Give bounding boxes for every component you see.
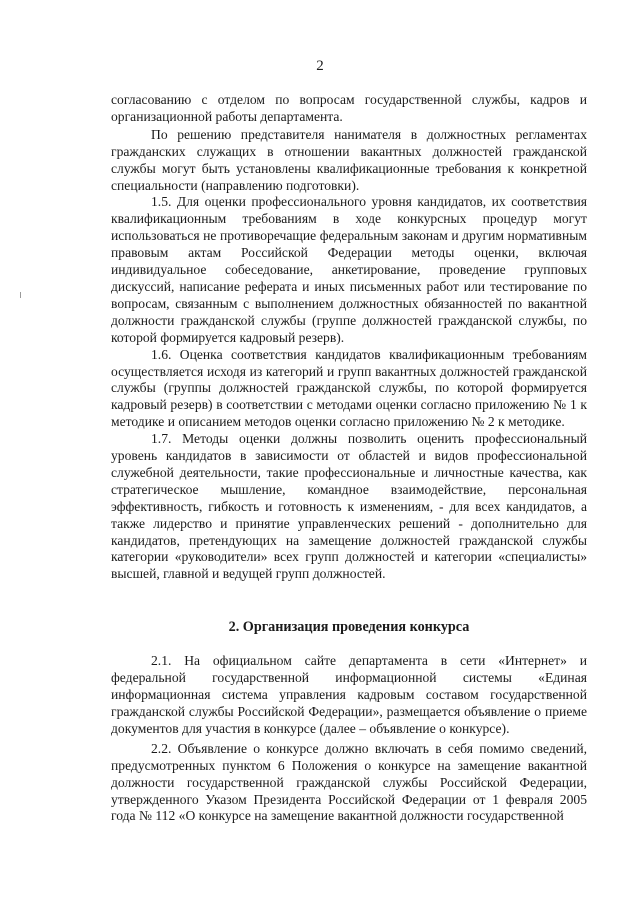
document-body — [111, 92, 587, 825]
section-heading: 2. Организация проведения конкурса — [228, 619, 470, 636]
paragraph-2-2: 2.2. Объявление о конкурсе должно включать в себя помимо сведений, предусмотренных пунктом 6 Положения о конкурсе на замещение вакантной должности государственной гражданской службы Российской Федерации, утвержденного Указом Президента Российской Федерации от 1 февраля 2005 года № 112 «О конкурсе на замещение вакантной должности государственной — [111, 740, 587, 824]
paragraph-1-6: 1.6. Оценка соответствия кандидатов квалификационным требованиям осуществляется исходя из категорий и групп вакантных должностей гражданской службы (группы должностей гражданской службы, по которой формируется кадровый резерв) в соответствии с методами оценки согласно приложению № 1 к методике и описанием методов оценки согласно приложению № 2 к методике. — [111, 346, 587, 430]
paragraph-continued: согласованию с отделом по вопросам государственной службы, кадров и организационной работы департамента. — [111, 92, 587, 124]
page-number: 2 — [316, 58, 324, 74]
paragraph-2-1: 2.1. На официальном сайте департамента в сети «Интернет» и федеральной государственной информационной системы «Единая информационная система управления кадровым составом государственной гражданской службы Российской Федерации», размещается объявление о приеме документов для участия в конкурсе (далее – объявление о конкурсе). — [111, 653, 587, 736]
paragraph-qualification-requirements: По решению представителя нанимателя в должностных регламентах гражданских служащих в отношении вакантных должностей гражданской службы могут быть установлены квалификационные требования к конкретной специальности (направлению подготовки). — [111, 126, 587, 193]
margin-mark — [20, 292, 21, 298]
paragraph-1-5: 1.5. Для оценки профессионального уровня кандидатов, их соответствия квалификационным требованиям в ходе конкурсных процедур могут использоваться не противоречащие федеральным законам и другим нормативным правовым актам Российской Федерации методы оценки, включая индивидуальное собеседование, анкетирование, проведение групповых дискуссий, написание реферата и иных письменных работ или тестирование по вопросам, связанным с выполнением должностных обязанностей по вакантной должности гражданской службы (группе должностей гражданской службы, по которой формируется кадровый резерв). — [111, 194, 587, 345]
paragraph-1-7: 1.7. Методы оценки должны позволить оценить профессиональный уровень кандидатов в зависимости от областей и видов профессиональной служебной деятельности, такие профессиональные и личностные качества, как стратегическое мышление, командное взаимодействие, персональная эффективность, гибкость и готовность к изменениям, - для всех кандидатов, а также лидерство и принятие управленческих решений - дополнительно для кандидатов, претендующих на замещение должностей гражданской службы категории «руководители» всех групп должностей и категории «специалисты» высшей, главной и ведущей групп должностей. — [111, 431, 587, 582]
